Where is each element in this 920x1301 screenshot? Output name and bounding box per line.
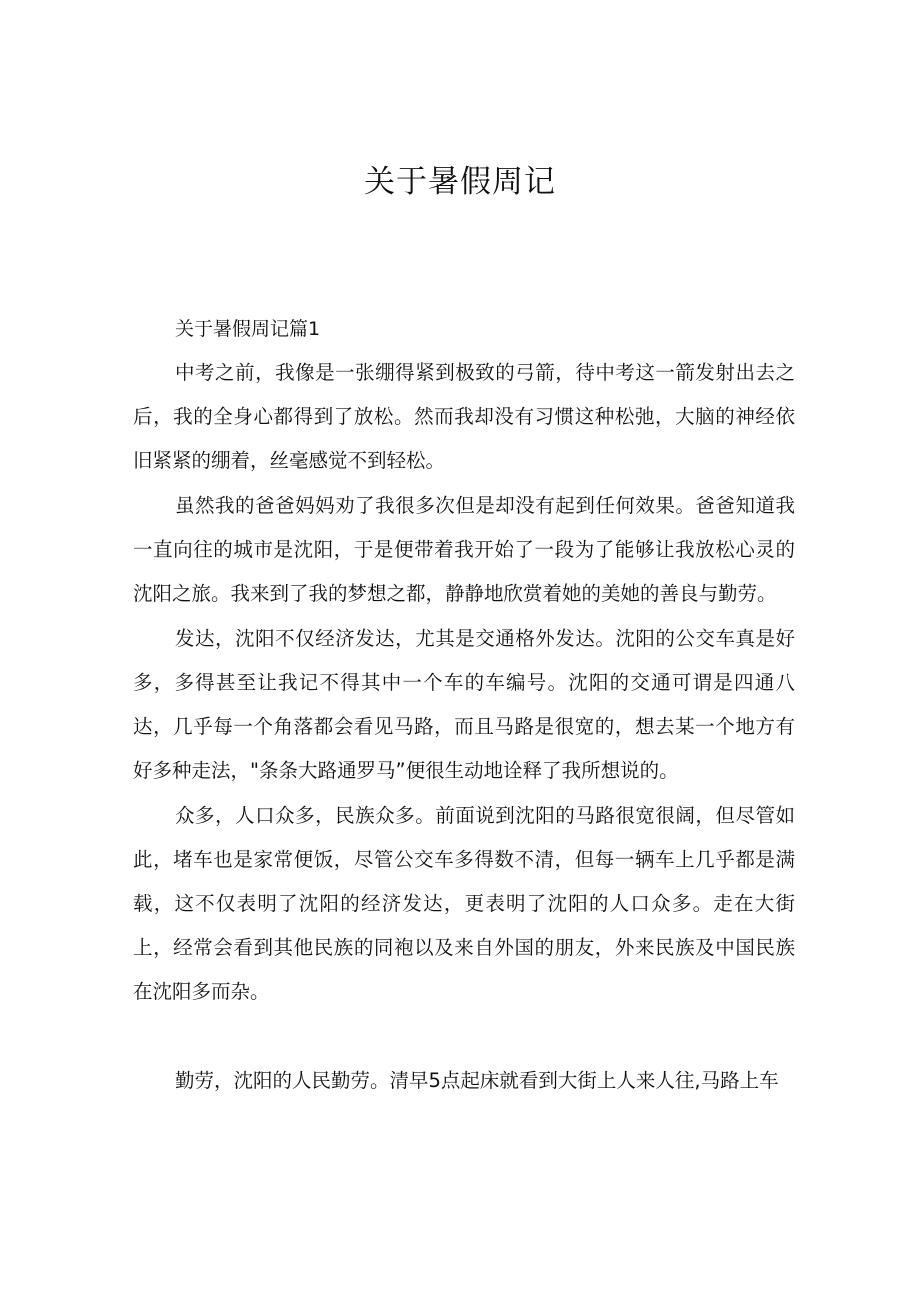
document-body <box>133 307 795 1104</box>
document-title: 关于暑假周记 <box>364 164 556 200</box>
paragraph: 虽然我的爸爸妈妈劝了我很多次但是却没有起到任何效果。爸爸知道我一直向往的城市是沈阳，于是便带着我开始了一段为了能够让我放松心灵的沈阳之旅。我来到了我的梦想之都，静静地欣赏着她的美她的善良与勤劳。 <box>133 494 795 605</box>
paragraph: 发达，沈阳不仅经济发达，尤其是交通格外发达。沈阳的公交车真是好多，多得甚至让我记不得其中一个车的车编号。沈阳的交通可谓是四通八达，几乎每一个角落都会看见马路，而且马路是很宽的，想去某一个地方有好多种走法，"条条大路通罗马”便很生动地诠释了我所想说的。 <box>133 627 795 782</box>
paragraph: 中考之前，我像是一张绷得紧到极致的弓箭，待中考这一箭发射出去之后，我的全身心都得到了放松。然而我却没有习惯这种松弛，大脑的神经依旧紧紧的绷着，丝毫感觉不到轻松。 <box>133 361 795 472</box>
paragraph: 众多，人口众多，民族众多。前面说到沈阳的马路很宽很阔，但尽管如此，堵车也是家常便饭，尽管公交车多得数不清，但每一辆车上几乎都是满载，这不仅表明了沈阳的经济发达，更表明了沈阳的人口众多。走在大街上，经常会看到其他民族的同袍以及来自外国的朋友，外来民族及中国民族在沈阳多而杂。 <box>133 804 795 1003</box>
paragraph: 勤劳，沈阳的人民勤劳。清早5点起床就看到大街上人来人往,马路上车 <box>175 1069 779 1092</box>
section-heading: 关于暑假周记篇1 <box>175 318 321 340</box>
